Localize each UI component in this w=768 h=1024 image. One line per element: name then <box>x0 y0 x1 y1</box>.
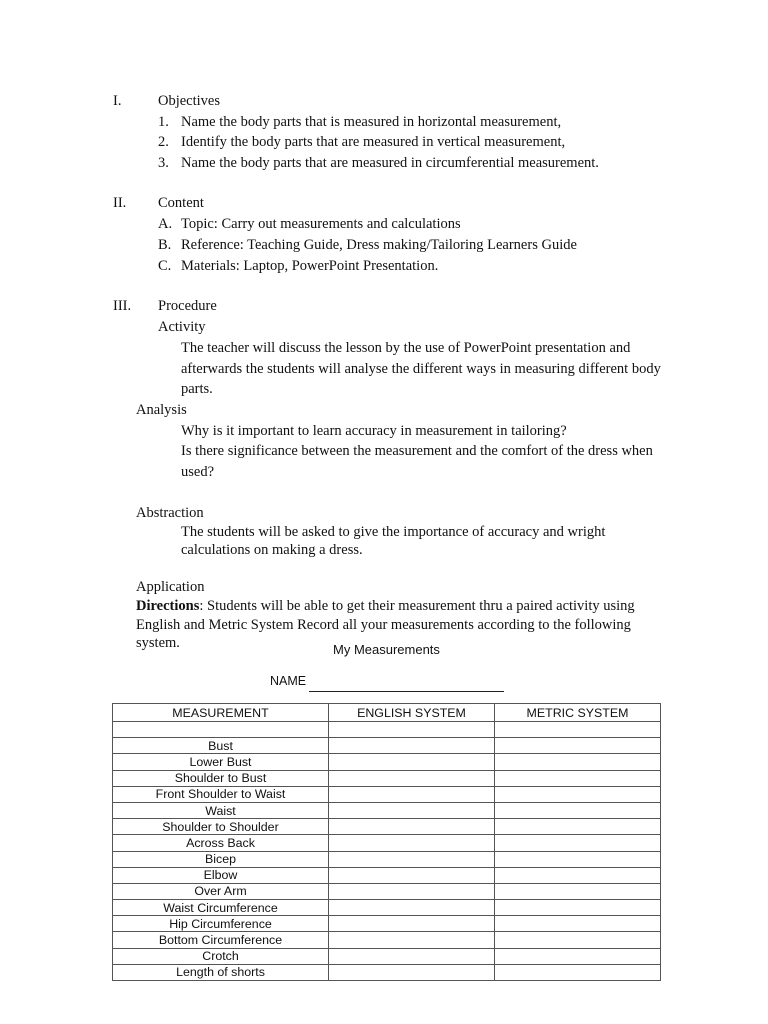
measurement-name-cell: Bicep <box>113 851 329 867</box>
measurement-name-cell: Front Shoulder to Waist <box>113 786 329 802</box>
abstraction-label: Abstraction <box>136 505 204 521</box>
measurement-name-cell: Length of shorts <box>113 964 329 980</box>
metric-system-cell[interactable] <box>495 802 661 818</box>
english-system-cell[interactable] <box>329 964 495 980</box>
analysis-label: Analysis <box>136 402 187 418</box>
name-blank-line <box>309 677 504 692</box>
table-row <box>113 867 661 883</box>
english-system-cell[interactable] <box>329 900 495 916</box>
table-row <box>113 786 661 802</box>
measurement-name-cell: Crotch <box>113 948 329 964</box>
metric-system-cell[interactable] <box>495 948 661 964</box>
table-body <box>113 722 661 981</box>
measurement-name-cell: Hip Circumference <box>113 916 329 932</box>
content-item <box>158 235 577 256</box>
activity-label: Activity <box>158 319 206 335</box>
content-item <box>158 256 438 277</box>
metric-system-cell[interactable] <box>495 722 661 738</box>
table-row <box>113 802 661 818</box>
english-system-cell[interactable] <box>329 883 495 899</box>
content-heading: Content <box>158 195 204 211</box>
table-row <box>113 932 661 948</box>
name-label: NAME <box>270 674 307 688</box>
english-system-cell[interactable] <box>329 786 495 802</box>
header-measurement: MEASUREMENT <box>113 704 329 722</box>
objectives-numeral: I. <box>113 93 122 109</box>
table-row <box>113 916 661 932</box>
header-metric-system: METRIC SYSTEM <box>495 704 661 722</box>
procedure-numeral: III. <box>113 298 132 314</box>
content-letter: A. <box>158 216 173 232</box>
worksheet-title: My Measurements <box>333 642 440 657</box>
table-row <box>113 770 661 786</box>
table-row <box>113 964 661 980</box>
metric-system-cell[interactable] <box>495 883 661 899</box>
metric-system-cell[interactable] <box>495 851 661 867</box>
content-letter: B. <box>158 237 172 253</box>
metric-system-cell[interactable] <box>495 867 661 883</box>
measurement-name-cell: Waist <box>113 802 329 818</box>
analysis-question-2: Is there significance between the measurement and the comfort of the dress when used? <box>181 443 653 480</box>
content-text: Topic: Carry out measurements and calculations <box>181 216 461 232</box>
directions-text: : Students will be able to get their measurement thru a paired activity using English and Metric System Record all your measurements according to the following system. <box>136 598 635 651</box>
metric-system-cell[interactable] <box>495 819 661 835</box>
table-row <box>113 948 661 964</box>
application-label: Application <box>136 579 205 595</box>
analysis-question-1: Why is it important to learn accuracy in measurement in tailoring? <box>181 423 567 439</box>
measurement-name-cell: Over Arm <box>113 883 329 899</box>
objective-item <box>158 132 565 153</box>
procedure-heading: Procedure <box>158 298 217 314</box>
measurement-name-cell: Lower Bust <box>113 754 329 770</box>
measurement-name-cell: Bottom Circumference <box>113 932 329 948</box>
table-row <box>113 883 661 899</box>
objective-number: 3. <box>158 155 169 171</box>
content-text: Reference: Teaching Guide, Dress making/Tailoring Learners Guide <box>181 237 577 253</box>
english-system-cell[interactable] <box>329 932 495 948</box>
name-field <box>270 671 504 692</box>
directions-label: Directions <box>136 598 200 614</box>
measurement-name-cell: Shoulder to Shoulder <box>113 819 329 835</box>
objective-number: 2. <box>158 134 169 150</box>
english-system-cell[interactable] <box>329 867 495 883</box>
english-system-cell[interactable] <box>329 835 495 851</box>
table-row <box>113 835 661 851</box>
english-system-cell[interactable] <box>329 802 495 818</box>
objective-item <box>158 112 561 133</box>
table-row <box>113 738 661 754</box>
metric-system-cell[interactable] <box>495 900 661 916</box>
objective-text: Name the body parts that is measured in horizontal measurement, <box>181 114 562 130</box>
objective-text: Name the body parts that are measured in circumferential measurement. <box>181 155 599 171</box>
table-header-row <box>113 704 661 722</box>
measurement-table <box>112 703 661 981</box>
english-system-cell[interactable] <box>329 770 495 786</box>
measurement-name-cell: Bust <box>113 738 329 754</box>
english-system-cell[interactable] <box>329 738 495 754</box>
measurement-name-cell: Across Back <box>113 835 329 851</box>
objective-number: 1. <box>158 114 169 130</box>
table-row <box>113 754 661 770</box>
english-system-cell[interactable] <box>329 851 495 867</box>
english-system-cell[interactable] <box>329 722 495 738</box>
metric-system-cell[interactable] <box>495 754 661 770</box>
english-system-cell[interactable] <box>329 819 495 835</box>
measurement-name-cell: Waist Circumference <box>113 900 329 916</box>
table-row <box>113 819 661 835</box>
measurement-name-cell: Shoulder to Bust <box>113 770 329 786</box>
header-english-system: ENGLISH SYSTEM <box>329 704 495 722</box>
metric-system-cell[interactable] <box>495 964 661 980</box>
objective-text: Identify the body parts that are measured in vertical measurement, <box>181 134 566 150</box>
metric-system-cell[interactable] <box>495 835 661 851</box>
metric-system-cell[interactable] <box>495 786 661 802</box>
english-system-cell[interactable] <box>329 754 495 770</box>
activity-text: The teacher will discuss the lesson by the use of PowerPoint presentation and afterwards the students will analyse the different ways in measuring different body parts. <box>181 340 661 398</box>
content-item <box>158 214 461 235</box>
content-numeral: II. <box>113 195 127 211</box>
table-row <box>113 900 661 916</box>
english-system-cell[interactable] <box>329 916 495 932</box>
content-text: Materials: Laptop, PowerPoint Presentation. <box>181 258 439 274</box>
metric-system-cell[interactable] <box>495 932 661 948</box>
metric-system-cell[interactable] <box>495 770 661 786</box>
english-system-cell[interactable] <box>329 948 495 964</box>
measurement-name-cell: Elbow <box>113 867 329 883</box>
measurement-name-cell <box>113 722 329 738</box>
content-letter: C. <box>158 258 172 274</box>
objective-item <box>158 153 599 174</box>
objectives-heading: Objectives <box>158 93 221 109</box>
table-row <box>113 851 661 867</box>
table-row <box>113 722 661 738</box>
abstraction-text: The students will be asked to give the importance of accuracy and wright calculations on making a dress. <box>181 524 606 558</box>
metric-system-cell[interactable] <box>495 916 661 932</box>
metric-system-cell[interactable] <box>495 738 661 754</box>
